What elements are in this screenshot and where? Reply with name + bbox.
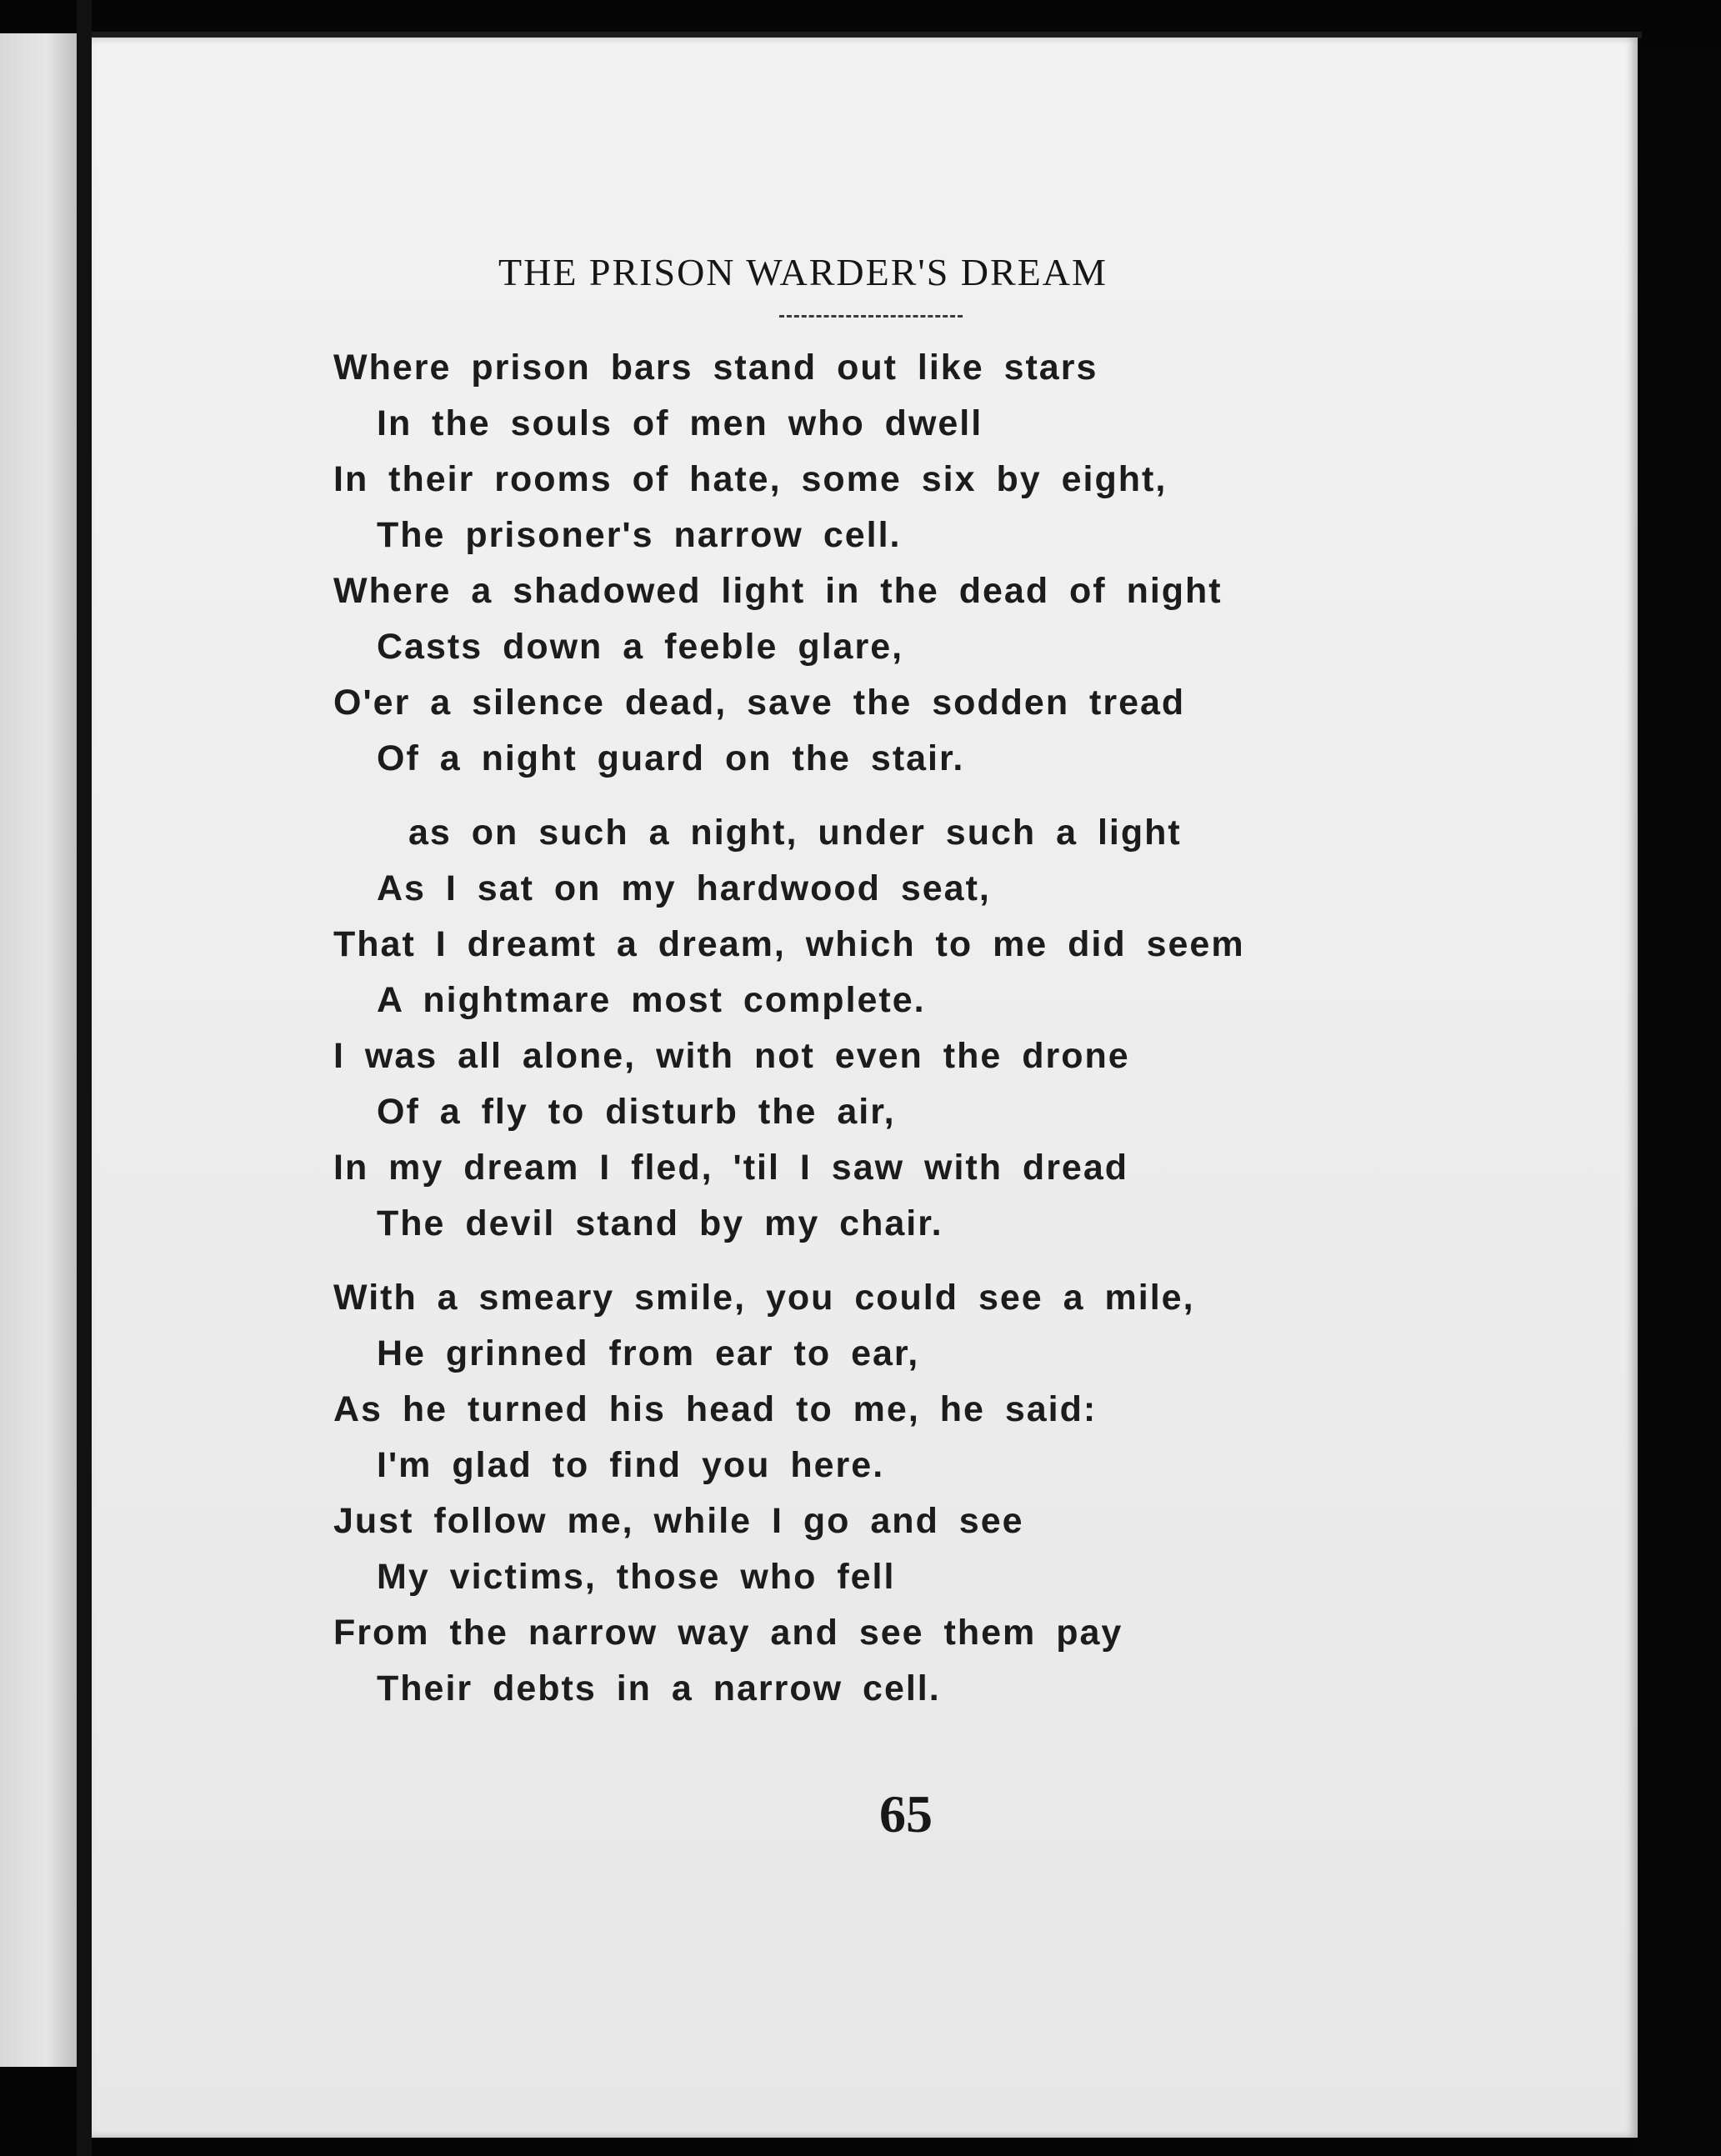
stanza-3	[333, 1270, 1245, 1717]
poem-line: As I sat on my hardwood seat,	[377, 868, 991, 908]
poem-line: Where prison bars stand out like stars	[333, 348, 1098, 388]
stanza-1	[333, 340, 1245, 787]
poem-body	[333, 340, 1245, 1735]
poem-line: My victims, those who fell	[377, 1557, 896, 1597]
book-gutter	[77, 0, 92, 2156]
poem-line: In the souls of men who dwell	[377, 403, 983, 443]
poem-line: Just follow me, while I go and see	[333, 1501, 1024, 1541]
poem-line: As he turned his head to me, he said:	[333, 1389, 1098, 1429]
poem-line: I'm glad to find you here.	[377, 1445, 885, 1485]
poem-line: He grinned from ear to ear,	[377, 1333, 920, 1373]
poem-line: I was all alone, with not even the drone	[333, 1036, 1130, 1076]
poem-line: Of a fly to disturb the air,	[377, 1092, 896, 1132]
poem-line: In my dream I fled, 'til I saw with dread	[333, 1148, 1129, 1188]
stanza-2	[333, 805, 1245, 1252]
poem-line: The prisoner's narrow cell.	[377, 515, 902, 555]
poem-line: Of a night guard on the stair.	[377, 738, 965, 778]
title-divider	[779, 315, 963, 318]
poem-line: Where a shadowed light in the dead of night	[333, 571, 1223, 611]
left-page-edge	[0, 33, 77, 2067]
poem-line: A nightmare most complete.	[377, 980, 926, 1020]
poem-line: as on such a night, under such a light	[408, 813, 1182, 853]
poem-line: Their debts in a narrow cell.	[377, 1668, 941, 1708]
poem-line: From the narrow way and see them pay	[333, 1613, 1123, 1653]
poem-line: O'er a silence dead, save the sodden tread	[333, 683, 1186, 723]
page-number: 65	[879, 1784, 933, 1843]
poem-line: The devil stand by my chair.	[377, 1203, 943, 1243]
poem-line: In their rooms of hate, some six by eight,	[333, 459, 1168, 499]
poem-title: THE PRISON WARDER'S DREAM	[498, 251, 1108, 293]
poem-line: That I dreamt a dream, which to me did seem	[333, 924, 1245, 964]
poem-line: Casts down a feeble glare,	[377, 627, 904, 667]
poem-line: With a smeary smile, you could see a mile,	[333, 1278, 1195, 1318]
right-page-edge	[1638, 50, 1721, 2156]
